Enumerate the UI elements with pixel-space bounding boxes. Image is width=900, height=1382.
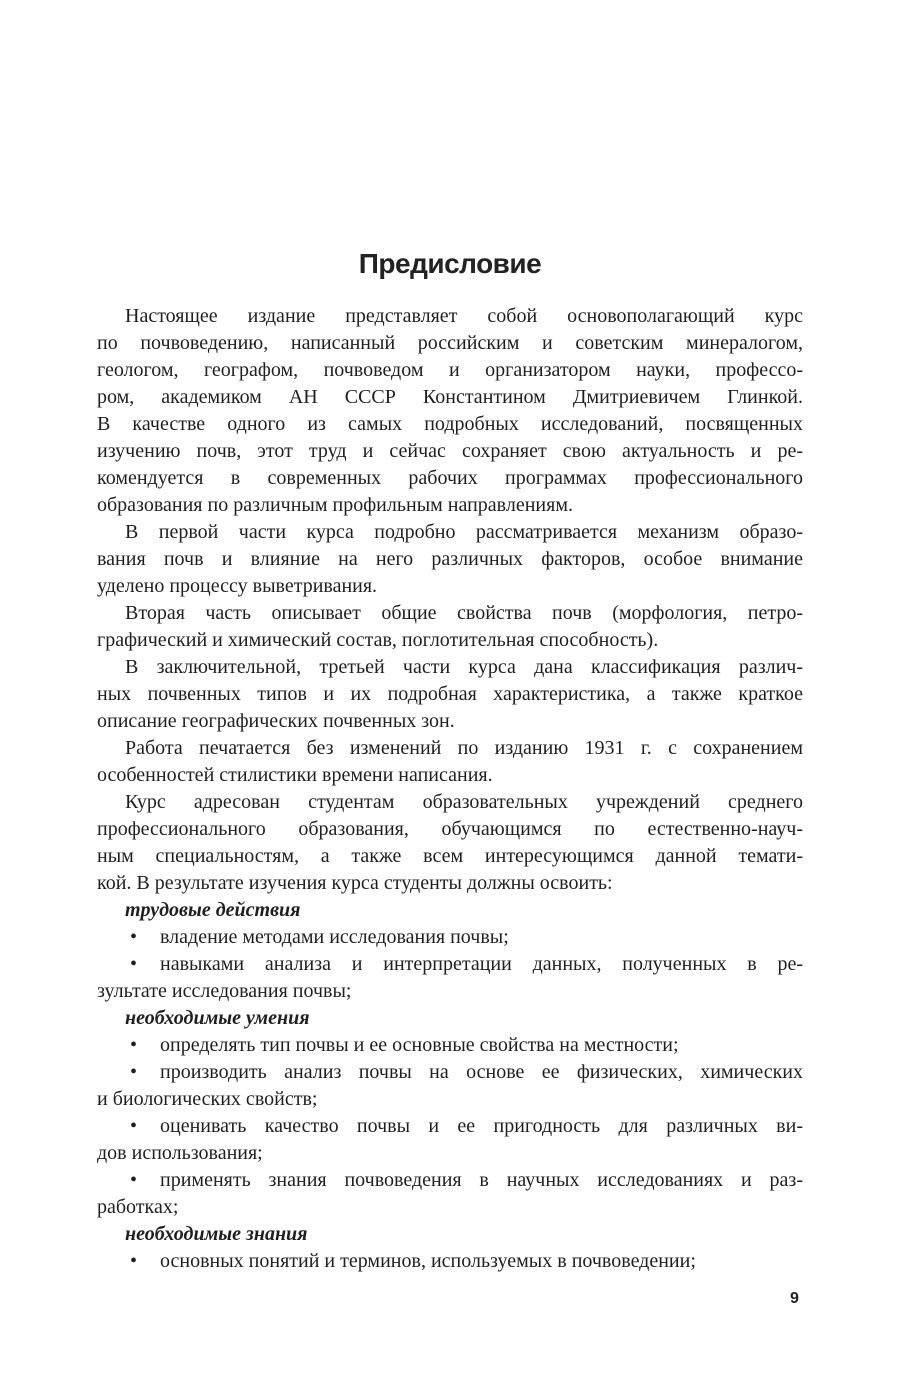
text-line: ных почвенных типов и их подробная характеристика, а также краткое: [97, 683, 803, 705]
text-line: В заключительной, третьей части курса дана классификация различ-: [125, 656, 803, 678]
text-line: Курс адресован студентам образовательных учреждений среднего: [125, 791, 803, 813]
bullet-line: [97, 924, 803, 951]
bullet-item: [97, 1032, 803, 1059]
bullet-line: [97, 1113, 803, 1140]
text-line: описание географических почвенных зон.: [97, 710, 455, 732]
bullet-line: [97, 1248, 803, 1275]
bullet-item: [97, 1248, 803, 1275]
section-heading: [97, 1221, 803, 1248]
paragraph: [97, 303, 803, 519]
text-line: работках;: [97, 1196, 179, 1218]
bullet-text: владение методами исследования почвы;: [160, 926, 509, 948]
bullet-icon: •: [130, 1169, 138, 1191]
text-line: уделено процессу выветривания.: [97, 575, 378, 597]
bullet-text: основных понятий и терминов, используемых в почвоведении;: [160, 1250, 696, 1272]
paragraph: [97, 519, 803, 600]
text-line: комендуется в современных рабочих программах профессионального: [97, 467, 803, 489]
text-line: ром, академиком АН СССР Константином Дмитриевичем Глинкой.: [97, 386, 803, 408]
bullet-item: [97, 1167, 803, 1221]
text-line: ным специальностям, а также всем интересующимся данной темати-: [97, 845, 803, 867]
bullet-item: [97, 924, 803, 951]
paragraph: [97, 654, 803, 735]
paragraph: [97, 600, 803, 654]
bullet-text: определять тип почвы и ее основные свойства на местности;: [160, 1034, 679, 1056]
text-line: зультате исследования почвы;: [97, 980, 352, 1002]
text-line: В качестве одного из самых подробных исследований, посвященных: [97, 413, 803, 435]
section-heading: [97, 1005, 803, 1032]
text-line: профессионального образования, обучающимся по естественно-науч-: [97, 818, 803, 840]
bullet-icon: •: [130, 926, 138, 948]
bullet-line: [97, 951, 803, 978]
bullet-item: [97, 1059, 803, 1113]
text-line: дов использования;: [97, 1142, 263, 1164]
text-line: по почвоведению, написанный российским и советским минералогом,: [97, 332, 803, 354]
text-line: и биологических свойств;: [97, 1088, 318, 1110]
text-line: геологом, географом, почвоведом и организатором науки, профессо-: [97, 359, 803, 381]
bullet-icon: •: [130, 1061, 138, 1083]
bullet-icon: •: [130, 1034, 138, 1056]
heading-text: трудовые действия: [125, 899, 301, 921]
page-body: [97, 303, 803, 1275]
text-line: особенностей стилистики времени написания.: [97, 764, 493, 786]
text-line: изучению почв, этот труд и сейчас сохраняет свою актуальность и ре-: [97, 440, 803, 462]
text-line: вания почв и влияние на него различных факторов, особое внимание: [97, 548, 803, 570]
bullet-item: [97, 951, 803, 1005]
text-line: Настоящее издание представляет собой основополагающий курс: [125, 305, 803, 327]
bullet-line: [97, 1059, 803, 1086]
bullet-line: [97, 1167, 803, 1194]
page-number: 9: [790, 1290, 799, 1307]
bullet-text: производить анализ почвы на основе ее физических, химических: [160, 1061, 803, 1083]
text-line: В первой части курса подробно рассматривается механизм образо-: [125, 521, 803, 543]
text-line: образования по различным профильным направлениям.: [97, 494, 573, 516]
text-line: кой. В результате изучения курса студенты должны освоить:: [97, 872, 613, 894]
section-heading: [97, 897, 803, 924]
bullet-text: применять знания почвоведения в научных исследованиях и раз-: [160, 1169, 803, 1191]
bullet-text: навыками анализа и интерпретации данных, полученных в ре-: [160, 953, 803, 975]
bullet-icon: •: [130, 1250, 138, 1272]
text-line: графический и химический состав, поглотительная способность).: [97, 629, 659, 651]
bullet-text: оценивать качество почвы и ее пригодность для различных ви-: [160, 1115, 803, 1137]
bullet-icon: •: [130, 953, 138, 975]
text-line: Работа печатается без изменений по изданию 1931 г. с сохранением: [125, 737, 803, 759]
bullet-line: [97, 1032, 803, 1059]
heading-text: необходимые знания: [125, 1223, 308, 1245]
paragraph: [97, 789, 803, 897]
heading-text: необходимые умения: [125, 1007, 310, 1029]
bullet-item: [97, 1113, 803, 1167]
bullet-icon: •: [130, 1115, 138, 1137]
paragraph: [97, 735, 803, 789]
text-line: Вторая часть описывает общие свойства почв (морфология, петро-: [125, 602, 803, 624]
page-title: Предисловие: [358, 248, 542, 279]
